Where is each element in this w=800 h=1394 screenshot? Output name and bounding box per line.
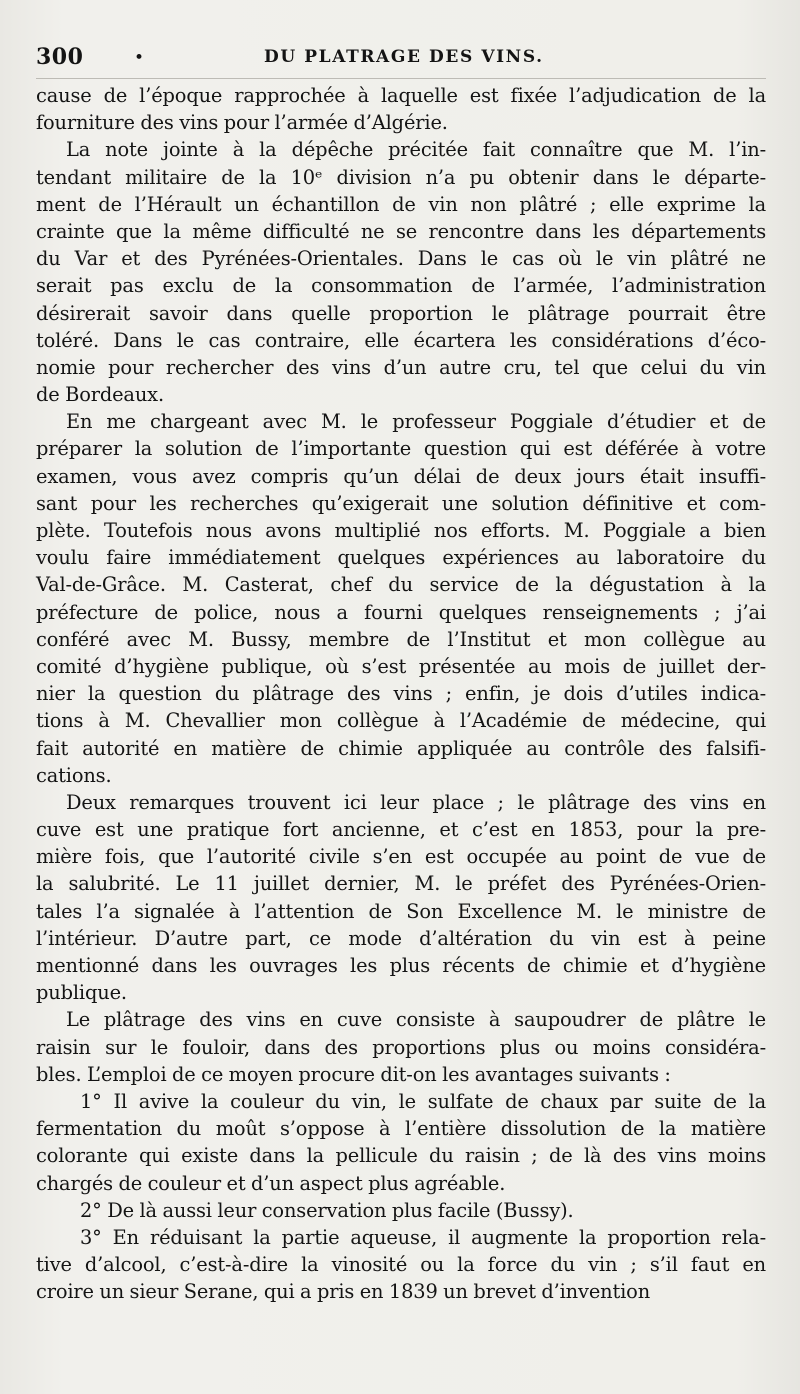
text-line: publique.: [36, 981, 127, 1005]
text-line: la salubrité. Le 11 juillet dernier, M. le préfet des Pyrénées-Orien-: [36, 872, 766, 896]
text-line: 2° De là aussi leur conservation plus facile (Bussy).: [80, 1198, 574, 1222]
text-line: bles. L’emploi de ce moyen procure dit-on les avantages suivants :: [36, 1062, 671, 1086]
text-line: du Var et des Pyrénées-Orientales. Dans le cas où le vin plâtré ne: [36, 247, 766, 271]
text-line: raisin sur le fouloir, dans des proportions plus ou moins considéra-: [36, 1035, 766, 1059]
paragraph: [36, 789, 766, 1007]
text-line: cations.: [36, 763, 112, 787]
text-line: 1° Il avive la couleur du vin, le sulfate de chaux par suite de la: [80, 1089, 766, 1113]
text-line: fermentation du moût s’oppose à l’entière dissolution de la matière: [36, 1117, 766, 1141]
text-line: toléré. Dans le cas contraire, elle écartera les considérations d’éco-: [36, 328, 766, 352]
text-line: Val-de-Grâce. M. Casterat, chef du service de la dégustation à la: [36, 573, 766, 597]
text-line: cuve est une pratique fort ancienne, et c’est en 1853, pour la pre-: [36, 818, 766, 842]
text-line: tales l’a signalée à l’attention de Son Excellence M. le ministre de: [36, 899, 766, 923]
text-line: tive d’alcool, c’est-à-dire la vinosité ou la force du vin ; s’il faut en: [36, 1253, 766, 1277]
text-line: colorante qui existe dans la pellicule du raisin ; de là des vins moins: [36, 1144, 766, 1168]
paragraph: [36, 1088, 766, 1197]
paragraph: [36, 82, 766, 136]
text-line: examen, vous avez compris qu’un délai de deux jours était insuffi-: [36, 464, 766, 488]
text-line: mière fois, que l’autorité civile s’en est occupée au point de vue de: [36, 845, 766, 869]
text-line: plète. Toutefois nous avons multiplié nos efforts. M. Poggiale a bien: [36, 519, 766, 542]
paragraph: [36, 408, 766, 789]
text-line: tendant militaire de la 10ᵉ division n’a pu obtenir dans le départe-: [36, 165, 766, 189]
text-line: sant pour les recherches qu’exigerait une solution définitive et com-: [36, 491, 766, 515]
text-line: mentionné dans les ouvrages les plus récents de chimie et d’hygiène: [36, 954, 766, 977]
header-bullet-mark: •: [134, 48, 145, 68]
text-line: l’intérieur. D’autre part, ce mode d’altération du vin est à peine: [36, 926, 766, 950]
text-line: préparer la solution de l’importante question qui est déférée à votre: [36, 437, 766, 461]
text-line: En me chargeant avec M. le professeur Poggiale d’étudier et de: [66, 410, 766, 434]
paragraph: [36, 1224, 766, 1306]
text-line: cause de l’époque rapprochée à laquelle est fixée l’adjudication de la: [36, 84, 766, 107]
paragraph: [36, 1006, 766, 1088]
text-line: préfecture de police, nous a fourni quelques renseignements ; j’ai: [36, 600, 766, 624]
text-line: chargés de couleur et d’un aspect plus agréable.: [36, 1171, 506, 1195]
text-line: fourniture des vins pour l’armée d’Algérie.: [36, 111, 448, 135]
text-line: conféré avec M. Bussy, membre de l’Institut et mon collègue au: [36, 627, 766, 651]
text-line: de Bordeaux.: [36, 383, 164, 407]
header-divider: [36, 78, 766, 79]
text-line: tions à M. Chevallier mon collègue à l’Académie de médecine, qui: [36, 709, 766, 733]
text-line: désirerait savoir dans quelle proportion le plâtrage pourrait être: [36, 301, 766, 325]
text-line: nier la question du plâtrage des vins ; enfin, je dois d’utiles indica-: [36, 682, 766, 706]
page-number: 300: [36, 44, 84, 70]
text-line: Deux remarques trouvent ici leur place ; le plâtrage des vins en: [66, 790, 766, 814]
text-line: ment de l’Hérault un échantillon de vin non plâtré ; elle exprime la: [36, 192, 766, 216]
text-line: fait autorité en matière de chimie appliquée au contrôle des falsifi-: [36, 736, 766, 760]
text-line: crainte que la même difficulté ne se rencontre dans les départements: [36, 219, 766, 243]
text-line: comité d’hygiène publique, où s’est présentée au mois de juillet der-: [36, 654, 766, 678]
text-line: serait pas exclu de la consommation de l’armée, l’administration: [36, 274, 766, 298]
text-line: voulu faire immédiatement quelques expériences au laboratoire du: [36, 546, 766, 570]
body-text: [36, 82, 766, 1305]
page-header: [36, 44, 764, 74]
text-line: Le plâtrage des vins en cuve consiste à saupoudrer de plâtre le: [66, 1008, 766, 1032]
text-line: croire un sieur Serane, qui a pris en 1839 un brevet d’invention: [36, 1280, 651, 1304]
text-line: La note jointe à la dépêche précitée fait connaître que M. l’in-: [66, 138, 766, 162]
running-title: DU PLATRAGE DES VINS.: [264, 47, 544, 67]
paragraph: [36, 1197, 766, 1224]
text-line: nomie pour rechercher des vins d’un autre cru, tel que celui du vin: [36, 355, 766, 379]
text-line: 3° En réduisant la partie aqueuse, il augmente la proportion rela-: [80, 1225, 766, 1249]
paragraph: [36, 136, 766, 408]
